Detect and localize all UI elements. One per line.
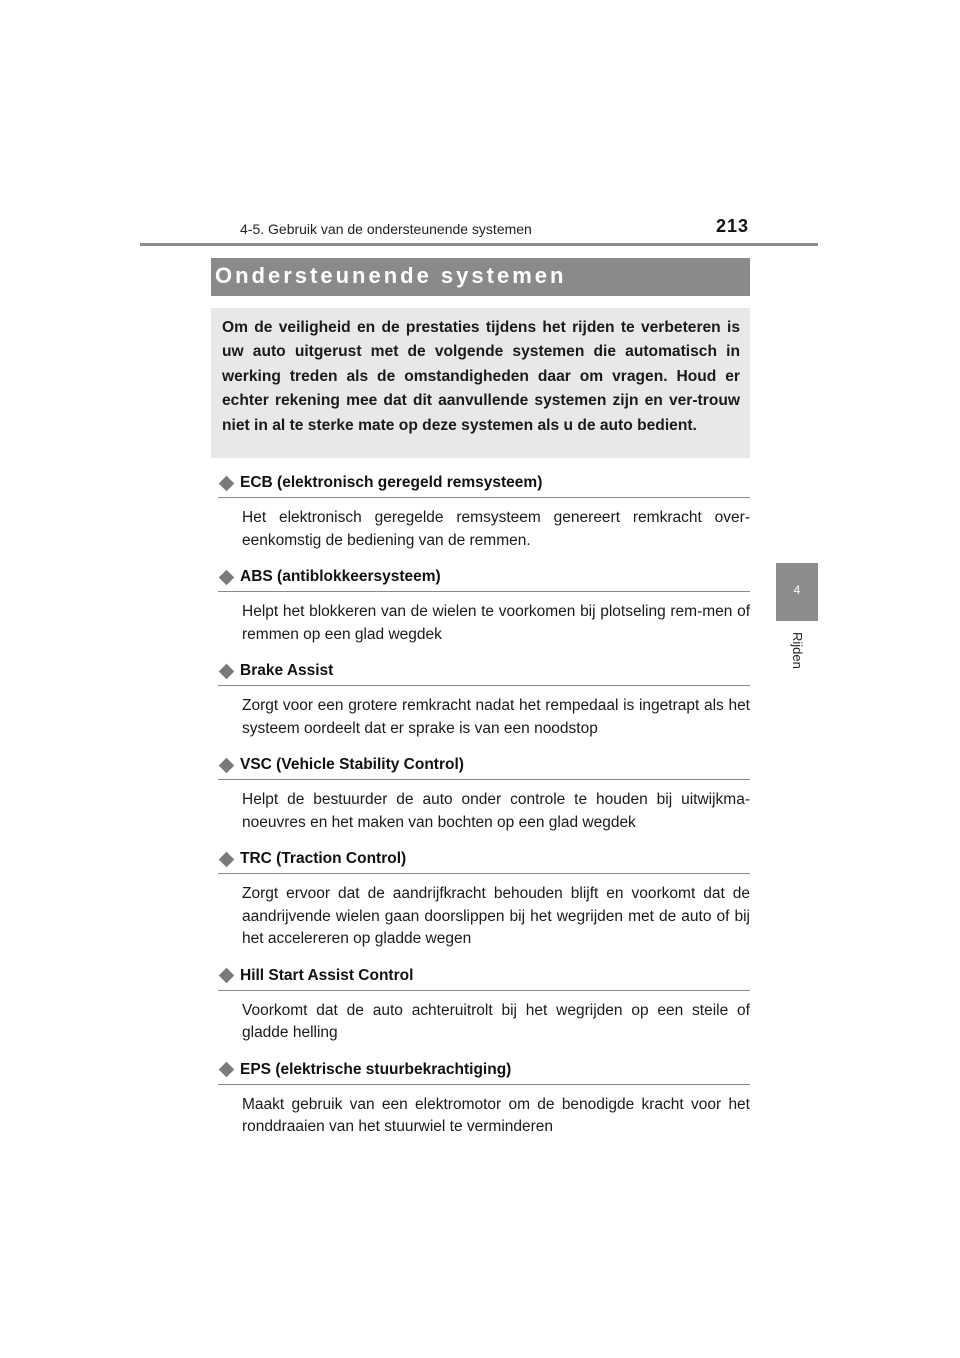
- chapter-tab: [776, 563, 818, 621]
- item-heading: [218, 848, 750, 874]
- list-item: [218, 472, 750, 552]
- item-description: Voorkomt dat de auto achteruitrolt bij het wegrijden op een steile of gladde helling: [242, 1001, 750, 1041]
- diamond-bullet-icon: [219, 663, 235, 679]
- intro-text: Om de veiligheid en de prestaties tijdens het rijden te verbeteren is uw auto uitgerust met de volgende systemen die automatisch in werking treden als de omstandigheden daar om vragen. Houd er echter rekening mee dat dit aanvullende systemen zijn en ver-trouw niet in al te sterke mate op deze systemen als u de auto bedient.: [222, 319, 740, 434]
- item-heading: [218, 965, 750, 991]
- diamond-bullet-icon: [219, 757, 235, 773]
- page-number: 213: [716, 216, 750, 236]
- list-item: [218, 754, 750, 834]
- diamond-bullet-icon: [219, 475, 235, 491]
- chapter-tab-label: [787, 632, 807, 692]
- list-item: [218, 965, 750, 1045]
- diamond-bullet-icon: [219, 968, 235, 984]
- item-description: Zorgt voor een grotere remkracht nadat het rempedaal is ingetrapt als het systeem oordeelt dat er sprake is van een noodstop: [242, 697, 750, 737]
- item-description: Helpt het blokkeren van de wielen te voorkomen bij plotseling rem-men of remmen op een glad wegdek: [242, 603, 750, 643]
- chapter-tab-number: 4: [793, 583, 801, 597]
- item-title: EPS (elektrische stuurbekrachtiging): [240, 1060, 512, 1078]
- item-title: Hill Start Assist Control: [240, 966, 414, 984]
- item-heading: [218, 566, 750, 592]
- list-item: [218, 566, 750, 646]
- item-heading: [218, 472, 750, 498]
- system-list: [218, 472, 750, 1153]
- chapter-tab-label-text: Rijden: [790, 632, 805, 669]
- item-title: ABS (antiblokkeersysteem): [240, 568, 441, 585]
- item-heading: [218, 754, 750, 780]
- list-item: [218, 660, 750, 740]
- diamond-bullet-icon: [219, 1062, 235, 1078]
- header-divider: [140, 243, 818, 246]
- section-title: Ondersteunende systemen: [215, 263, 567, 288]
- section-title-bar: [211, 258, 750, 296]
- item-description: Het elektronisch geregelde remsysteem genereert remkracht over-eenkomstig de bediening van de remmen.: [242, 509, 750, 549]
- item-title: ECB (elektronisch geregeld remsysteem): [240, 474, 543, 491]
- list-item: [218, 848, 750, 951]
- diamond-bullet-icon: [219, 569, 235, 585]
- item-heading: [218, 660, 750, 686]
- item-description: Maakt gebruik van een elektromotor om de benodigde kracht voor het ronddraaien van het stuurwiel te verminderen: [242, 1095, 750, 1135]
- item-title: Brake Assist: [240, 662, 334, 679]
- diamond-bullet-icon: [219, 851, 235, 867]
- item-heading: [218, 1059, 750, 1085]
- item-title: TRC (Traction Control): [240, 850, 407, 867]
- chapter-section-heading: 4-5. Gebruik van de ondersteunende systemen: [240, 221, 532, 237]
- item-title: VSC (Vehicle Stability Control): [240, 756, 464, 773]
- item-description: Helpt de bestuurder de auto onder controle te houden bij uitwijkma-noeuvres en het maken van bochten op een glad wegdek: [242, 791, 750, 831]
- list-item: [218, 1059, 750, 1139]
- intro-box: [211, 308, 750, 458]
- item-description: Zorgt ervoor dat de aandrijfkracht behouden blijft en voorkomt dat de aandrijvende wielen gaan doorslippen bij het wegrijden met de auto of bij het accelereren op gladde wegen: [242, 885, 750, 947]
